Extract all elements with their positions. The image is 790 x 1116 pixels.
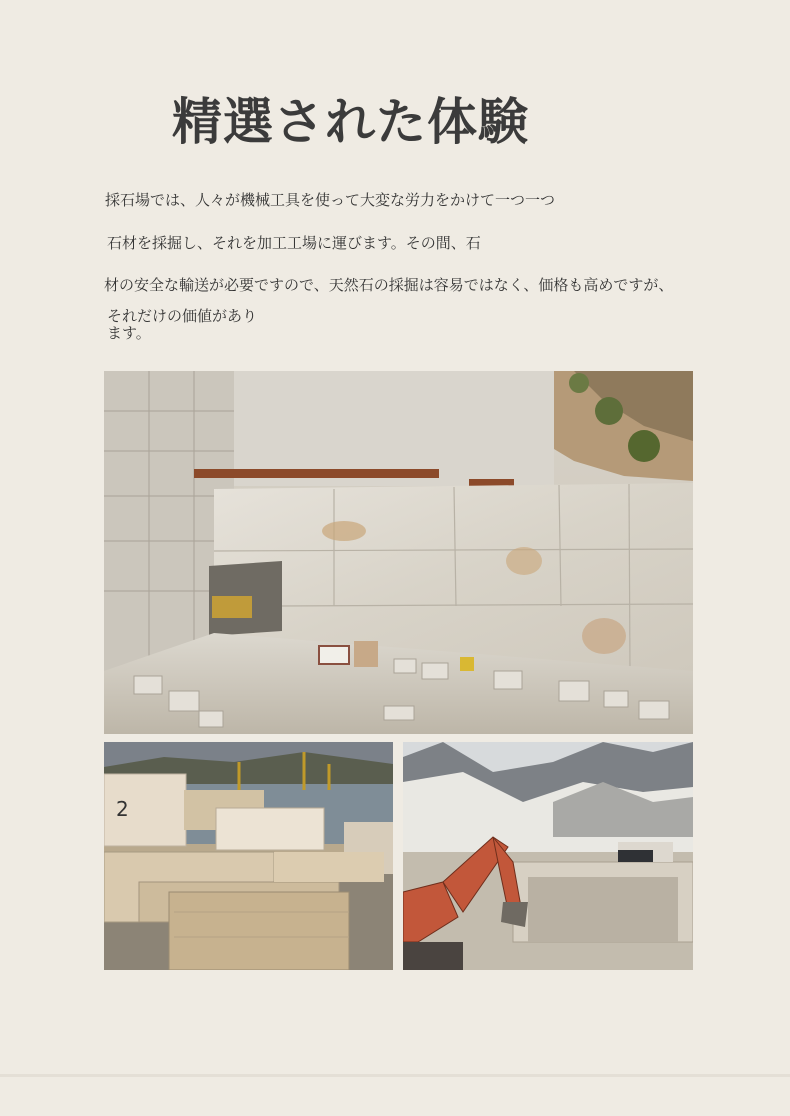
- stone-blocks-photo: [104, 742, 393, 970]
- quarry-main-photo: [104, 371, 693, 734]
- excavator-photo: [403, 742, 693, 970]
- paragraph-line: ます。: [107, 324, 151, 342]
- paragraph-line: 採石場では、人々が機械工具を使って大変な労力をかけて一つ一つ: [105, 191, 556, 209]
- block-number-mark: 2: [116, 797, 129, 821]
- bottom-divider: [0, 1074, 790, 1077]
- paragraph-line: それだけの価値があり: [107, 307, 258, 325]
- paragraph-line: 材の安全な輸送が必要ですので、天然石の採掘は容易ではなく、価格も高めですが、: [104, 276, 674, 294]
- paragraph-line: 石材を採掘し、それを加工工場に運びます。その間、石: [107, 234, 481, 252]
- page-title: 精選された体験: [172, 93, 529, 151]
- description-paragraph: [0, 0, 790, 360]
